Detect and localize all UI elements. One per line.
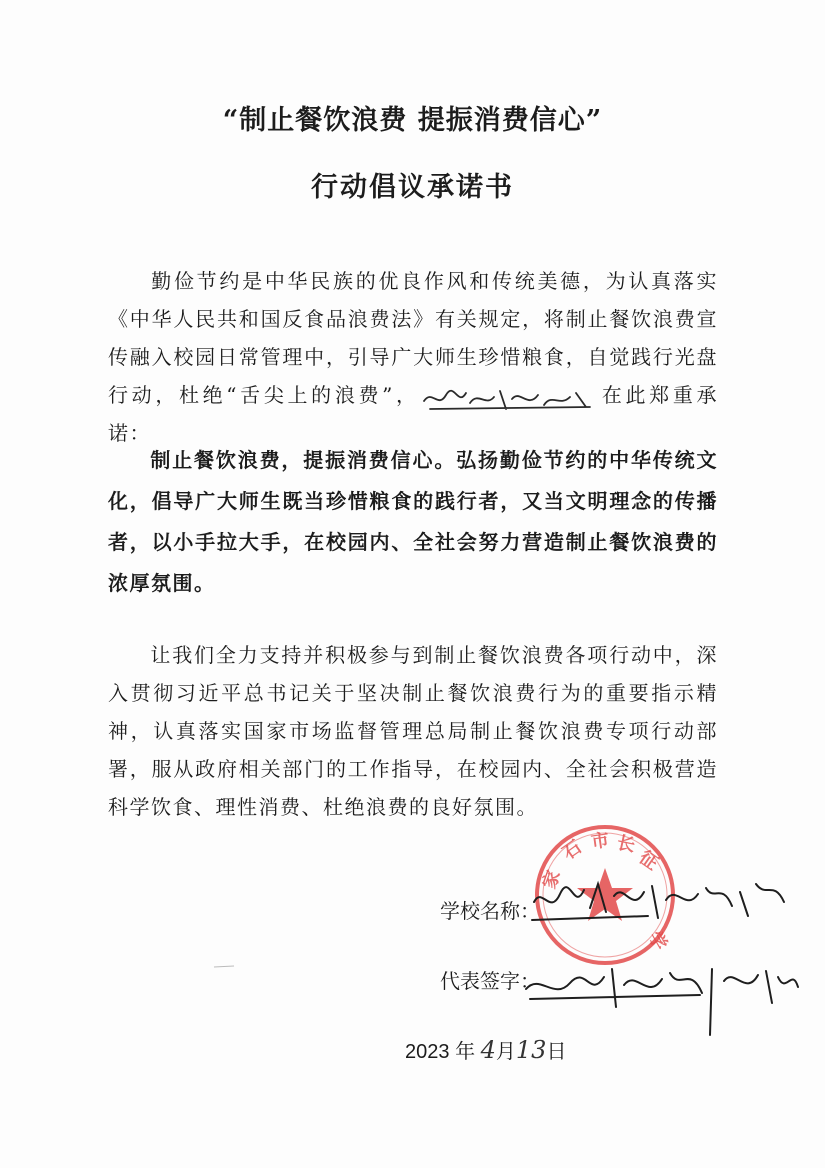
date-month-unit: 月 [495,1041,516,1063]
stray-mark [213,965,235,968]
school-name-label: 学校名称： [440,899,540,923]
svg-text:家: 家 [538,867,565,892]
date-day: 13 [515,1036,547,1064]
paragraph-intro-text: 勤俭节约是中华民族的优良作风和传统美德，为认真落实《中华人民共和国反食品浪费法》有关规定，将制止餐饮浪费宣传融入校园日常管理中，引导广大师生珍惜粮食，自觉践行光盘行动，杜绝“舌尖上的浪费”， [108,269,718,407]
paragraph-intro [108,262,718,452]
paragraph-commitment [108,440,718,604]
date-day-unit: 日 [546,1041,567,1063]
svg-text:学: 学 [643,928,671,955]
svg-text:石: 石 [558,836,586,865]
paragraph-commitment-text: 制止餐饮浪费，提振消费信心。弘扬勤俭节约的中华传统文化，倡导广大师生既当珍惜粮食的践行者，又当文明理念的传播者，以小手拉大手，在校园内、全社会努力营造制止餐饮浪费的浓厚氛围。 [108,448,718,595]
representative-handwritten-signature [520,955,800,1040]
paragraph-call-to-action-text: 让我们全力支持并积极参与到制止餐饮浪费各项行动中，深入贯彻习近平总书记关于坚决制止餐饮浪费行为的重要指示精神，认真落实国家市场监督管理总局制止餐饮浪费专项行动部署，服从政府相关部门的工作指导，在校园内、全社会积极营造科学饮食、理性消费、杜绝浪费的良好氛围。 [108,643,718,819]
signing-date [405,1035,566,1064]
paragraph-intro-ending: 在此郑重承诺： [108,383,719,445]
school-name-handwritten [528,872,793,932]
inline-handwritten-signature [420,385,600,409]
date-month: 4 [480,1036,496,1064]
paragraph-call-to-action [108,636,718,826]
svg-text:征: 征 [635,846,662,875]
title-line-1: “制止餐饮浪费 提振消费信心” [222,105,603,136]
date-year-unit: 年 [455,1041,476,1063]
svg-text:市: 市 [589,829,611,853]
title-line-2: 行动倡议承诺书 [311,172,514,203]
date-year: 2023 [405,1041,450,1063]
svg-text:长: 长 [614,832,637,857]
representative-signature-label: 代表签字： [440,969,540,993]
